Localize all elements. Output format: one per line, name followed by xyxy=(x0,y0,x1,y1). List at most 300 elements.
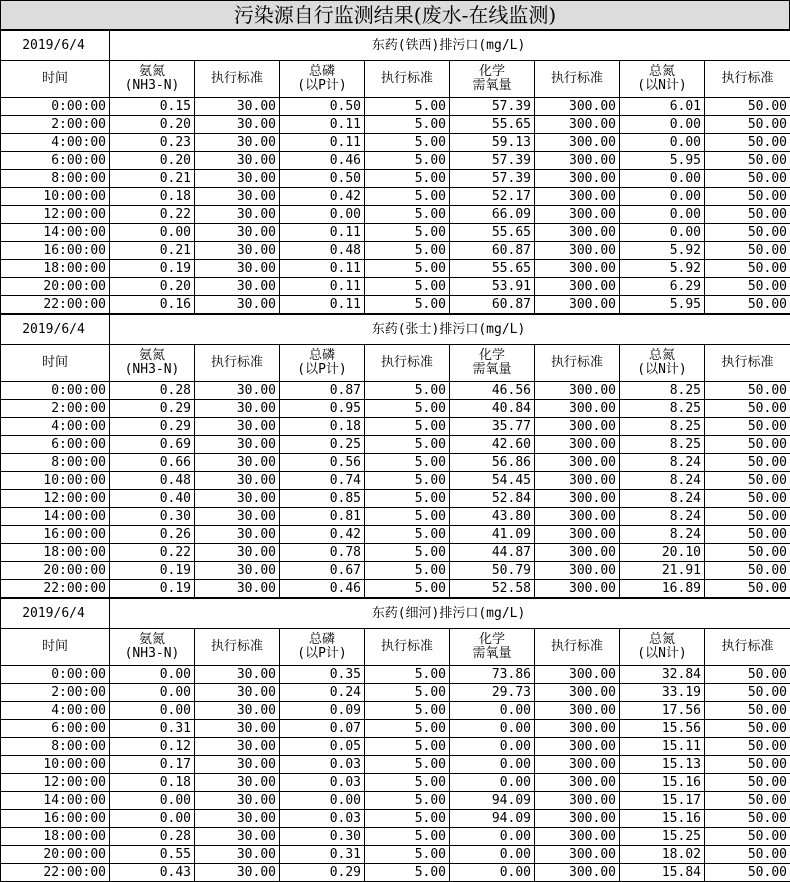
value-cell: 0.18 xyxy=(110,188,195,206)
value-cell: 30.00 xyxy=(195,188,280,206)
value-cell: 300.00 xyxy=(535,774,620,792)
value-cell: 30.00 xyxy=(195,134,280,152)
column-header: 总磷 (以P计) xyxy=(280,61,365,98)
value-cell: 50.00 xyxy=(705,296,790,314)
value-cell: 0.00 xyxy=(620,134,705,152)
table-row xyxy=(1,792,790,810)
value-cell: 57.39 xyxy=(450,152,535,170)
value-cell: 50.00 xyxy=(705,828,790,846)
column-header: 化学 需氧量 xyxy=(450,629,535,666)
value-cell: 30.00 xyxy=(195,846,280,864)
value-cell: 5.00 xyxy=(365,810,450,828)
value-cell: 5.00 xyxy=(365,382,450,400)
time-cell: 12:00:00 xyxy=(1,490,110,508)
value-cell: 0.11 xyxy=(280,296,365,314)
value-cell: 30.00 xyxy=(195,720,280,738)
value-cell: 5.00 xyxy=(365,756,450,774)
value-cell: 5.00 xyxy=(365,490,450,508)
value-cell: 300.00 xyxy=(535,134,620,152)
time-cell: 10:00:00 xyxy=(1,188,110,206)
value-cell: 0.00 xyxy=(450,756,535,774)
value-cell: 0.17 xyxy=(110,756,195,774)
value-cell: 0.12 xyxy=(110,738,195,756)
value-cell: 5.00 xyxy=(365,580,450,598)
column-header: 执行标准 xyxy=(535,629,620,666)
value-cell: 0.50 xyxy=(280,98,365,116)
value-cell: 50.00 xyxy=(705,738,790,756)
value-cell: 300.00 xyxy=(535,666,620,684)
value-cell: 44.87 xyxy=(450,544,535,562)
value-cell: 30.00 xyxy=(195,98,280,116)
value-cell: 56.86 xyxy=(450,454,535,472)
value-cell: 50.00 xyxy=(705,134,790,152)
value-cell: 0.22 xyxy=(110,206,195,224)
column-header-row xyxy=(1,61,790,98)
block-heading-row xyxy=(1,315,790,345)
value-cell: 50.00 xyxy=(705,382,790,400)
value-cell: 50.00 xyxy=(705,684,790,702)
value-cell: 5.00 xyxy=(365,242,450,260)
value-cell: 5.00 xyxy=(365,152,450,170)
value-cell: 0.21 xyxy=(110,170,195,188)
value-cell: 50.00 xyxy=(705,242,790,260)
value-cell: 5.95 xyxy=(620,152,705,170)
table-row xyxy=(1,188,790,206)
value-cell: 300.00 xyxy=(535,188,620,206)
table-row xyxy=(1,490,790,508)
value-cell: 50.00 xyxy=(705,206,790,224)
value-cell: 30.00 xyxy=(195,400,280,418)
table-row xyxy=(1,756,790,774)
value-cell: 300.00 xyxy=(535,792,620,810)
block-date: 2019/6/4 xyxy=(1,31,110,61)
table-row xyxy=(1,296,790,314)
table-row xyxy=(1,472,790,490)
value-cell: 0.11 xyxy=(280,116,365,134)
value-cell: 5.00 xyxy=(365,278,450,296)
value-cell: 50.00 xyxy=(705,188,790,206)
value-cell: 30.00 xyxy=(195,242,280,260)
value-cell: 300.00 xyxy=(535,544,620,562)
value-cell: 5.00 xyxy=(365,864,450,882)
monitoring-table xyxy=(0,30,790,314)
value-cell: 6.29 xyxy=(620,278,705,296)
value-cell: 50.00 xyxy=(705,580,790,598)
time-cell: 18:00:00 xyxy=(1,828,110,846)
time-cell: 0:00:00 xyxy=(1,382,110,400)
table-row xyxy=(1,436,790,454)
time-cell: 20:00:00 xyxy=(1,562,110,580)
value-cell: 0.20 xyxy=(110,152,195,170)
value-cell: 15.56 xyxy=(620,720,705,738)
value-cell: 15.11 xyxy=(620,738,705,756)
value-cell: 50.00 xyxy=(705,98,790,116)
value-cell: 300.00 xyxy=(535,526,620,544)
time-cell: 14:00:00 xyxy=(1,508,110,526)
column-header: 总磷 (以P计) xyxy=(280,629,365,666)
value-cell: 30.00 xyxy=(195,864,280,882)
block-date: 2019/6/4 xyxy=(1,599,110,629)
table-row xyxy=(1,666,790,684)
value-cell: 0.56 xyxy=(280,454,365,472)
value-cell: 5.00 xyxy=(365,684,450,702)
column-header: 总氮 (以N计) xyxy=(620,629,705,666)
value-cell: 300.00 xyxy=(535,720,620,738)
time-cell: 10:00:00 xyxy=(1,472,110,490)
value-cell: 5.00 xyxy=(365,454,450,472)
table-row xyxy=(1,562,790,580)
value-cell: 50.00 xyxy=(705,526,790,544)
table-row xyxy=(1,774,790,792)
table-row xyxy=(1,580,790,598)
value-cell: 300.00 xyxy=(535,810,620,828)
time-cell: 6:00:00 xyxy=(1,152,110,170)
column-header: 氨氮 (NH3-N) xyxy=(110,345,195,382)
column-header: 时间 xyxy=(1,61,110,98)
value-cell: 0.31 xyxy=(280,846,365,864)
value-cell: 0.15 xyxy=(110,98,195,116)
table-row xyxy=(1,134,790,152)
time-cell: 2:00:00 xyxy=(1,116,110,134)
value-cell: 0.31 xyxy=(110,720,195,738)
value-cell: 0.50 xyxy=(280,170,365,188)
time-cell: 16:00:00 xyxy=(1,526,110,544)
time-cell: 10:00:00 xyxy=(1,756,110,774)
value-cell: 0.87 xyxy=(280,382,365,400)
time-cell: 6:00:00 xyxy=(1,720,110,738)
column-header: 总磷 (以P计) xyxy=(280,345,365,382)
table-row xyxy=(1,684,790,702)
table-row xyxy=(1,260,790,278)
value-cell: 5.00 xyxy=(365,418,450,436)
time-cell: 0:00:00 xyxy=(1,98,110,116)
value-cell: 50.00 xyxy=(705,278,790,296)
value-cell: 0.00 xyxy=(450,702,535,720)
value-cell: 33.19 xyxy=(620,684,705,702)
monitoring-table xyxy=(0,314,790,598)
value-cell: 300.00 xyxy=(535,260,620,278)
value-cell: 0.16 xyxy=(110,296,195,314)
value-cell: 5.00 xyxy=(365,508,450,526)
value-cell: 30.00 xyxy=(195,152,280,170)
table-row xyxy=(1,116,790,134)
value-cell: 0.95 xyxy=(280,400,365,418)
value-cell: 50.00 xyxy=(705,436,790,454)
time-cell: 4:00:00 xyxy=(1,134,110,152)
value-cell: 0.00 xyxy=(450,720,535,738)
value-cell: 300.00 xyxy=(535,702,620,720)
value-cell: 300.00 xyxy=(535,224,620,242)
value-cell: 300.00 xyxy=(535,400,620,418)
value-cell: 50.00 xyxy=(705,224,790,242)
column-header: 执行标准 xyxy=(535,61,620,98)
value-cell: 50.00 xyxy=(705,864,790,882)
table-row xyxy=(1,846,790,864)
column-header: 总氮 (以N计) xyxy=(620,61,705,98)
value-cell: 0.40 xyxy=(110,490,195,508)
value-cell: 300.00 xyxy=(535,170,620,188)
value-cell: 5.00 xyxy=(365,526,450,544)
time-cell: 8:00:00 xyxy=(1,738,110,756)
value-cell: 60.87 xyxy=(450,242,535,260)
value-cell: 5.00 xyxy=(365,544,450,562)
value-cell: 15.16 xyxy=(620,810,705,828)
value-cell: 30.00 xyxy=(195,206,280,224)
value-cell: 52.84 xyxy=(450,490,535,508)
value-cell: 6.01 xyxy=(620,98,705,116)
value-cell: 59.13 xyxy=(450,134,535,152)
value-cell: 0.29 xyxy=(110,400,195,418)
value-cell: 0.42 xyxy=(280,188,365,206)
value-cell: 0.11 xyxy=(280,134,365,152)
table-row xyxy=(1,400,790,418)
time-cell: 20:00:00 xyxy=(1,278,110,296)
value-cell: 0.11 xyxy=(280,260,365,278)
value-cell: 50.00 xyxy=(705,846,790,864)
value-cell: 50.00 xyxy=(705,810,790,828)
value-cell: 0.00 xyxy=(620,116,705,134)
value-cell: 300.00 xyxy=(535,738,620,756)
value-cell: 0.35 xyxy=(280,666,365,684)
value-cell: 15.25 xyxy=(620,828,705,846)
value-cell: 0.18 xyxy=(110,774,195,792)
value-cell: 30.00 xyxy=(195,382,280,400)
value-cell: 20.10 xyxy=(620,544,705,562)
value-cell: 5.00 xyxy=(365,738,450,756)
column-header: 执行标准 xyxy=(365,629,450,666)
value-cell: 5.00 xyxy=(365,116,450,134)
value-cell: 50.00 xyxy=(705,400,790,418)
value-cell: 30.00 xyxy=(195,472,280,490)
value-cell: 0.55 xyxy=(110,846,195,864)
value-cell: 0.74 xyxy=(280,472,365,490)
time-cell: 8:00:00 xyxy=(1,170,110,188)
table-row xyxy=(1,206,790,224)
value-cell: 50.00 xyxy=(705,792,790,810)
column-header: 执行标准 xyxy=(705,629,790,666)
value-cell: 55.65 xyxy=(450,224,535,242)
value-cell: 5.00 xyxy=(365,562,450,580)
value-cell: 30.00 xyxy=(195,702,280,720)
value-cell: 30.00 xyxy=(195,224,280,242)
value-cell: 0.00 xyxy=(110,666,195,684)
block-heading-row xyxy=(1,31,790,61)
value-cell: 50.00 xyxy=(705,562,790,580)
value-cell: 8.24 xyxy=(620,508,705,526)
value-cell: 30.00 xyxy=(195,454,280,472)
value-cell: 94.09 xyxy=(450,792,535,810)
value-cell: 5.00 xyxy=(365,792,450,810)
value-cell: 30.00 xyxy=(195,544,280,562)
value-cell: 0.46 xyxy=(280,152,365,170)
value-cell: 41.09 xyxy=(450,526,535,544)
value-cell: 0.28 xyxy=(110,828,195,846)
value-cell: 0.78 xyxy=(280,544,365,562)
table-row xyxy=(1,418,790,436)
time-cell: 16:00:00 xyxy=(1,810,110,828)
value-cell: 300.00 xyxy=(535,508,620,526)
value-cell: 5.00 xyxy=(365,188,450,206)
value-cell: 0.09 xyxy=(280,702,365,720)
value-cell: 43.80 xyxy=(450,508,535,526)
value-cell: 17.56 xyxy=(620,702,705,720)
value-cell: 8.25 xyxy=(620,400,705,418)
value-cell: 300.00 xyxy=(535,278,620,296)
time-cell: 4:00:00 xyxy=(1,418,110,436)
value-cell: 0.48 xyxy=(280,242,365,260)
value-cell: 0.00 xyxy=(110,684,195,702)
value-cell: 0.20 xyxy=(110,116,195,134)
value-cell: 5.00 xyxy=(365,170,450,188)
value-cell: 5.00 xyxy=(365,400,450,418)
value-cell: 0.00 xyxy=(450,774,535,792)
value-cell: 53.91 xyxy=(450,278,535,296)
value-cell: 0.23 xyxy=(110,134,195,152)
value-cell: 0.00 xyxy=(110,792,195,810)
value-cell: 300.00 xyxy=(535,418,620,436)
outlet-name: 东药(张士)排污口(mg/L) xyxy=(110,315,790,345)
monitoring-table xyxy=(0,598,790,882)
value-cell: 300.00 xyxy=(535,756,620,774)
value-cell: 5.00 xyxy=(365,260,450,278)
table-row xyxy=(1,810,790,828)
column-header-row xyxy=(1,345,790,382)
value-cell: 0.00 xyxy=(450,738,535,756)
table-row xyxy=(1,382,790,400)
value-cell: 0.21 xyxy=(110,242,195,260)
value-cell: 50.00 xyxy=(705,418,790,436)
table-row xyxy=(1,828,790,846)
value-cell: 300.00 xyxy=(535,562,620,580)
value-cell: 0.67 xyxy=(280,562,365,580)
value-cell: 30.00 xyxy=(195,756,280,774)
value-cell: 0.00 xyxy=(450,864,535,882)
value-cell: 30.00 xyxy=(195,260,280,278)
value-cell: 0.11 xyxy=(280,278,365,296)
column-header: 化学 需氧量 xyxy=(450,345,535,382)
value-cell: 18.02 xyxy=(620,846,705,864)
value-cell: 50.00 xyxy=(705,490,790,508)
value-cell: 30.00 xyxy=(195,792,280,810)
value-cell: 15.13 xyxy=(620,756,705,774)
value-cell: 35.77 xyxy=(450,418,535,436)
value-cell: 300.00 xyxy=(535,436,620,454)
column-header: 执行标准 xyxy=(535,345,620,382)
value-cell: 8.25 xyxy=(620,436,705,454)
value-cell: 50.00 xyxy=(705,756,790,774)
value-cell: 300.00 xyxy=(535,382,620,400)
value-cell: 50.00 xyxy=(705,260,790,278)
table-row xyxy=(1,702,790,720)
value-cell: 0.48 xyxy=(110,472,195,490)
value-cell: 52.17 xyxy=(450,188,535,206)
value-cell: 50.00 xyxy=(705,472,790,490)
value-cell: 50.00 xyxy=(705,170,790,188)
value-cell: 8.24 xyxy=(620,472,705,490)
outlet-name: 东药(铁西)排污口(mg/L) xyxy=(110,31,790,61)
value-cell: 8.24 xyxy=(620,454,705,472)
value-cell: 0.19 xyxy=(110,562,195,580)
value-cell: 0.00 xyxy=(620,170,705,188)
value-cell: 300.00 xyxy=(535,242,620,260)
column-header: 执行标准 xyxy=(195,61,280,98)
value-cell: 30.00 xyxy=(195,774,280,792)
value-cell: 57.39 xyxy=(450,170,535,188)
time-cell: 22:00:00 xyxy=(1,580,110,598)
value-cell: 30.00 xyxy=(195,278,280,296)
time-cell: 18:00:00 xyxy=(1,260,110,278)
value-cell: 50.79 xyxy=(450,562,535,580)
page-title: 污染源自行监测结果(废水-在线监测) xyxy=(0,0,790,30)
value-cell: 0.03 xyxy=(280,774,365,792)
value-cell: 8.25 xyxy=(620,418,705,436)
value-cell: 46.56 xyxy=(450,382,535,400)
value-cell: 0.18 xyxy=(280,418,365,436)
value-cell: 0.00 xyxy=(110,702,195,720)
value-cell: 0.69 xyxy=(110,436,195,454)
value-cell: 0.26 xyxy=(110,526,195,544)
value-cell: 300.00 xyxy=(535,684,620,702)
outlet-name: 东药(细河)排污口(mg/L) xyxy=(110,599,790,629)
value-cell: 0.85 xyxy=(280,490,365,508)
value-cell: 30.00 xyxy=(195,296,280,314)
column-header: 执行标准 xyxy=(195,345,280,382)
value-cell: 0.43 xyxy=(110,864,195,882)
value-cell: 300.00 xyxy=(535,472,620,490)
value-cell: 30.00 xyxy=(195,490,280,508)
value-cell: 50.00 xyxy=(705,544,790,562)
table-row xyxy=(1,242,790,260)
value-cell: 5.00 xyxy=(365,134,450,152)
value-cell: 8.24 xyxy=(620,490,705,508)
value-cell: 5.00 xyxy=(365,720,450,738)
value-cell: 0.24 xyxy=(280,684,365,702)
table-row xyxy=(1,454,790,472)
value-cell: 5.00 xyxy=(365,828,450,846)
value-cell: 5.00 xyxy=(365,98,450,116)
value-cell: 29.73 xyxy=(450,684,535,702)
table-row xyxy=(1,720,790,738)
value-cell: 57.39 xyxy=(450,98,535,116)
value-cell: 5.00 xyxy=(365,846,450,864)
value-cell: 30.00 xyxy=(195,116,280,134)
value-cell: 0.22 xyxy=(110,544,195,562)
value-cell: 0.66 xyxy=(110,454,195,472)
value-cell: 0.03 xyxy=(280,756,365,774)
value-cell: 0.30 xyxy=(110,508,195,526)
value-cell: 42.60 xyxy=(450,436,535,454)
time-cell: 0:00:00 xyxy=(1,666,110,684)
column-header: 化学 需氧量 xyxy=(450,61,535,98)
table-row xyxy=(1,508,790,526)
value-cell: 0.05 xyxy=(280,738,365,756)
value-cell: 0.46 xyxy=(280,580,365,598)
value-cell: 30.00 xyxy=(195,436,280,454)
value-cell: 30.00 xyxy=(195,666,280,684)
column-header: 执行标准 xyxy=(705,61,790,98)
time-cell: 12:00:00 xyxy=(1,206,110,224)
time-cell: 8:00:00 xyxy=(1,454,110,472)
value-cell: 30.00 xyxy=(195,684,280,702)
value-cell: 30.00 xyxy=(195,580,280,598)
value-cell: 300.00 xyxy=(535,98,620,116)
value-cell: 40.84 xyxy=(450,400,535,418)
value-cell: 50.00 xyxy=(705,508,790,526)
value-cell: 5.92 xyxy=(620,242,705,260)
column-header-row xyxy=(1,629,790,666)
time-cell: 22:00:00 xyxy=(1,296,110,314)
column-header: 执行标准 xyxy=(705,345,790,382)
